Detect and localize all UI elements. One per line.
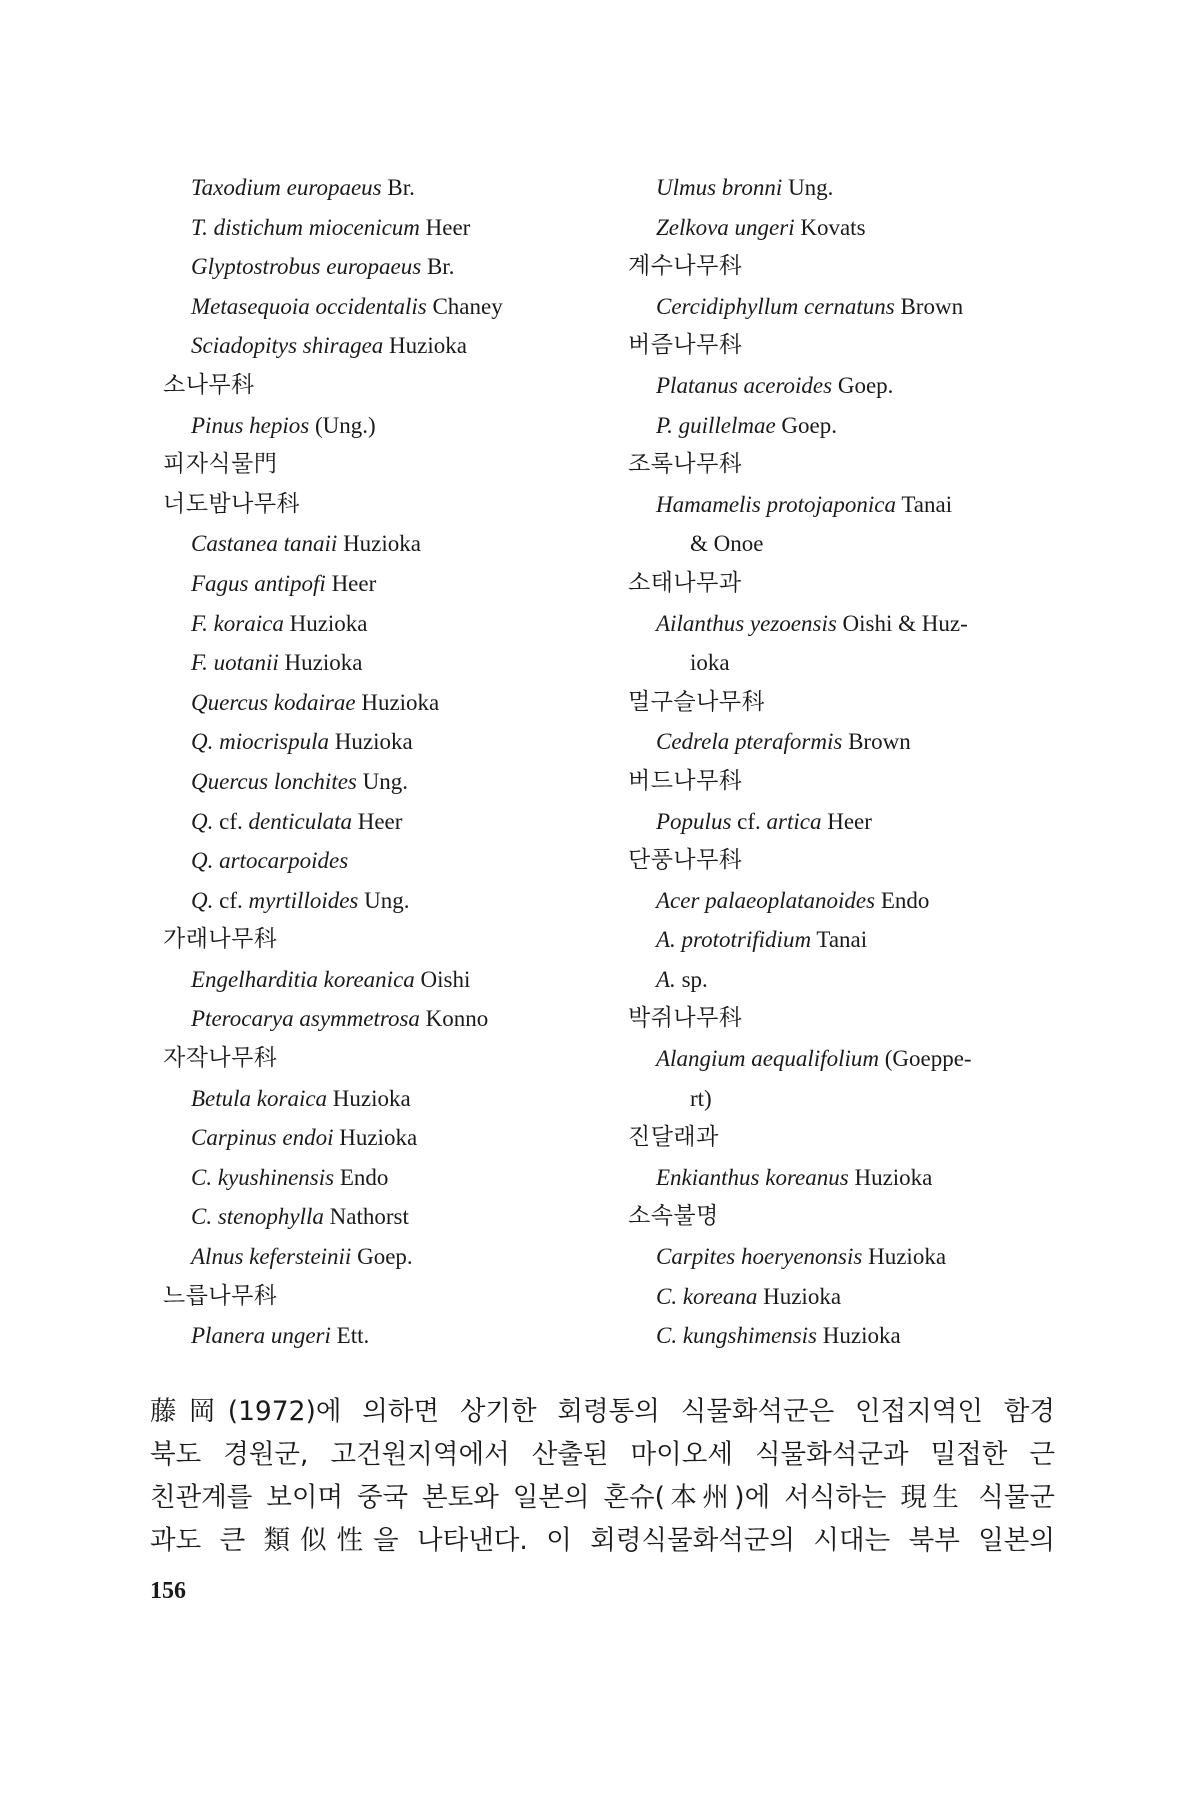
- species-name: Metasequoia occidentalis: [191, 293, 427, 319]
- species-author: Goep.: [351, 1244, 413, 1270]
- species-author: Ett.: [330, 1323, 370, 1349]
- species-entry: [656, 1158, 1080, 1198]
- species-entry: [191, 999, 605, 1039]
- species-name: Castanea tanaii: [191, 531, 338, 557]
- species-name: Ulmus bronni: [656, 175, 783, 200]
- entry-continuation: & Onoe: [690, 531, 764, 557]
- species-author: Huzioka: [337, 531, 421, 557]
- species-author: Huzioka: [757, 1283, 842, 1309]
- species-entry: [656, 960, 1080, 1000]
- species-author: cf.: [731, 808, 767, 834]
- species-author: Goep.: [832, 372, 894, 398]
- species-name: T. distichum miocenicum: [191, 214, 420, 240]
- species-entry: [191, 564, 605, 604]
- species-entry: [191, 722, 605, 762]
- species-entry: [191, 168, 605, 208]
- page-number: 156: [150, 1578, 186, 1604]
- species-name: Carpites hoeryenonsis: [656, 1244, 863, 1270]
- species-entry: [191, 406, 605, 446]
- species-entry: [656, 1237, 1080, 1277]
- species-author: Huzioka: [327, 1085, 411, 1111]
- species-author: Nathorst: [323, 1204, 409, 1230]
- left-species-column: [165, 168, 605, 1356]
- family-heading: 버드나무科: [628, 767, 743, 794]
- species-entry: [191, 881, 605, 921]
- species-name: P. guillelmae: [656, 412, 776, 438]
- species-name: Zelkova ungeri: [656, 214, 795, 240]
- species-name: C. koreana: [656, 1283, 758, 1309]
- family-heading: 계수나무科: [628, 253, 743, 280]
- family-heading: 자작나무科: [163, 1045, 278, 1072]
- species-entry: [656, 1316, 1080, 1356]
- species-author: Tanai: [896, 491, 953, 517]
- family-heading: 소태나무과: [628, 569, 742, 596]
- species-name: artica: [766, 808, 822, 834]
- species-author: cf.: [213, 887, 249, 913]
- species-author: Oishi: [414, 966, 471, 992]
- species-name: Pinus hepios: [191, 412, 310, 438]
- species-name: Pterocarya asymmetrosa: [191, 1006, 420, 1032]
- species-entry: [191, 247, 605, 287]
- species-name: Q. miocrispula: [191, 729, 329, 755]
- species-entry: [656, 604, 1080, 644]
- species-name: A. prototrifidium: [656, 927, 812, 953]
- species-name: C. kyushinensis: [191, 1164, 335, 1190]
- species-author: Huzioka: [278, 650, 363, 676]
- species-author: Endo: [334, 1164, 389, 1190]
- entry-continuation: rt): [690, 1085, 712, 1111]
- family-heading: 가래나무科: [163, 926, 278, 953]
- species-author: Huzioka: [383, 333, 467, 359]
- species-entry: [191, 326, 605, 366]
- species-entry: [656, 1039, 1080, 1079]
- species-name: Alangium aequalifolium: [656, 1046, 879, 1072]
- species-name: Enkianthus koreanus: [656, 1164, 849, 1190]
- species-entry: [191, 1316, 605, 1356]
- species-name: Betula koraica: [191, 1085, 328, 1111]
- species-author: Kovats: [794, 214, 866, 240]
- species-author: Tanai: [811, 927, 868, 953]
- species-author: Huzioka: [817, 1323, 901, 1349]
- entry-continuation: ioka: [690, 650, 730, 676]
- family-heading: 진달래과: [628, 1124, 719, 1151]
- species-name: F. koraica: [191, 610, 284, 636]
- species-author: Huzioka: [283, 610, 368, 636]
- species-entry: [191, 287, 605, 327]
- species-name: Platanus aceroides: [656, 372, 833, 398]
- species-entry: [656, 208, 1080, 248]
- family-heading: 소속불명: [628, 1203, 719, 1230]
- species-author: (Ung.): [309, 412, 376, 438]
- species-author: Heer: [351, 808, 403, 834]
- species-name: Alnus kefersteinii: [191, 1244, 352, 1270]
- species-author: Konno: [419, 1006, 489, 1032]
- species-name: Fagus antipofi: [191, 570, 326, 596]
- species-author: Ung.: [358, 887, 410, 913]
- species-author: Heer: [325, 570, 377, 596]
- species-author: Endo: [875, 887, 930, 913]
- species-entry: [191, 802, 605, 842]
- species-name: denticulata: [248, 808, 352, 834]
- family-heading: 단풍나무科: [628, 847, 743, 874]
- species-entry: [191, 1197, 605, 1237]
- species-entry: [656, 1277, 1080, 1317]
- family-heading: 박쥐나무科: [628, 1005, 743, 1032]
- right-species-column: [630, 168, 1080, 1356]
- species-entry: [191, 1237, 605, 1277]
- species-author: Chaney: [426, 293, 503, 319]
- species-author: sp.: [675, 966, 708, 992]
- species-entry: [656, 168, 1080, 208]
- species-entry: [191, 643, 605, 683]
- species-entry: [191, 762, 605, 802]
- species-name: Taxodium europaeus: [191, 175, 382, 200]
- paragraph-line: 藤岡(1972)에 의하면 상기한 회령통의 식물화석군은 인접지역인 함경: [150, 1396, 1055, 1427]
- species-author: Huzioka: [355, 689, 440, 715]
- species-name: Quercus lonchites: [191, 768, 357, 794]
- species-entry: [191, 604, 605, 644]
- family-heading: 느릅나무科: [163, 1282, 278, 1309]
- species-name: Q. artocarpoides: [191, 848, 349, 874]
- species-entry: [656, 881, 1080, 921]
- species-author: Brown: [894, 293, 964, 319]
- species-author: Oishi & Huz-: [836, 610, 968, 636]
- species-name: Cedrela pteraformis: [656, 729, 843, 755]
- species-name: Q.: [191, 887, 214, 913]
- paragraph-line: 친관계를 보이며 중국 본토와 일본의 혼슈(本州)에 서식하는 現生 식물군: [150, 1482, 1055, 1513]
- species-entry: [191, 1118, 605, 1158]
- species-author: Heer: [821, 808, 872, 834]
- species-name: F. uotanii: [191, 650, 279, 676]
- species-entry: [656, 920, 1080, 960]
- species-entry: [656, 485, 1080, 525]
- species-author: Huzioka: [333, 1125, 418, 1151]
- family-heading: 멀구슬나무科: [628, 688, 766, 715]
- paragraph-line: 과도 큰 類似性을 나타낸다. 이 회령식물화석군의 시대는 북부 일본의: [150, 1525, 1055, 1556]
- species-name: Glyptostrobus europaeus: [191, 254, 422, 280]
- species-author: Huzioka: [862, 1244, 947, 1270]
- species-name: Planera ungeri: [191, 1323, 331, 1349]
- family-heading: 소나무科: [163, 371, 255, 398]
- species-entry: [656, 722, 1080, 762]
- species-entry: [656, 287, 1080, 327]
- species-name: C. stenophylla: [191, 1204, 324, 1230]
- species-name: Hamamelis protojaponica: [656, 491, 896, 517]
- species-name: myrtilloides: [248, 887, 359, 913]
- species-entry: [191, 524, 605, 564]
- species-name: Carpinus endoi: [191, 1125, 334, 1151]
- species-name: Sciadopitys shiragea: [191, 333, 384, 359]
- family-heading: 버즘나무科: [628, 332, 743, 359]
- species-name: C. kungshimensis: [656, 1323, 817, 1349]
- family-heading: 피자식물門: [163, 451, 278, 478]
- species-author: cf.: [213, 808, 249, 834]
- species-name: Ailanthus yezoensis: [656, 610, 837, 636]
- species-name: Populus: [656, 808, 732, 834]
- species-entry: [191, 208, 605, 248]
- body-paragraph: [150, 1390, 1055, 1562]
- species-author: Huzioka: [848, 1164, 933, 1190]
- species-entry: [656, 406, 1080, 446]
- species-name: Q.: [191, 808, 214, 834]
- species-author: Brown: [842, 729, 911, 755]
- species-entry: [656, 802, 1080, 842]
- species-entry: [191, 683, 605, 723]
- species-name: Engelharditia koreanica: [191, 966, 415, 992]
- species-author: Huzioka: [329, 729, 413, 755]
- species-author: Br.: [381, 175, 415, 200]
- species-author: (Goeppe-: [878, 1046, 972, 1072]
- family-heading: 조록나무科: [628, 451, 743, 478]
- species-author: Ung.: [782, 175, 834, 200]
- species-name: Cercidiphyllum cernatuns: [656, 293, 895, 319]
- species-author: Br.: [421, 254, 455, 280]
- species-entry: [191, 1079, 605, 1119]
- species-name: A.: [656, 966, 676, 992]
- species-author: Heer: [419, 214, 471, 240]
- species-entry: [191, 1158, 605, 1198]
- species-name: Quercus kodairae: [191, 689, 356, 715]
- species-author: Goep.: [775, 412, 837, 438]
- family-heading: 너도밤나무科: [163, 490, 301, 517]
- species-entry: [191, 841, 605, 881]
- species-entry: [191, 960, 605, 1000]
- species-name: Acer palaeoplatanoides: [656, 887, 876, 913]
- species-entry: [656, 366, 1080, 406]
- paragraph-line: 북도 경원군, 고건원지역에서 산출된 마이오세 식물화석군과 밀접한 근: [150, 1439, 1055, 1470]
- species-author: Ung.: [356, 768, 408, 794]
